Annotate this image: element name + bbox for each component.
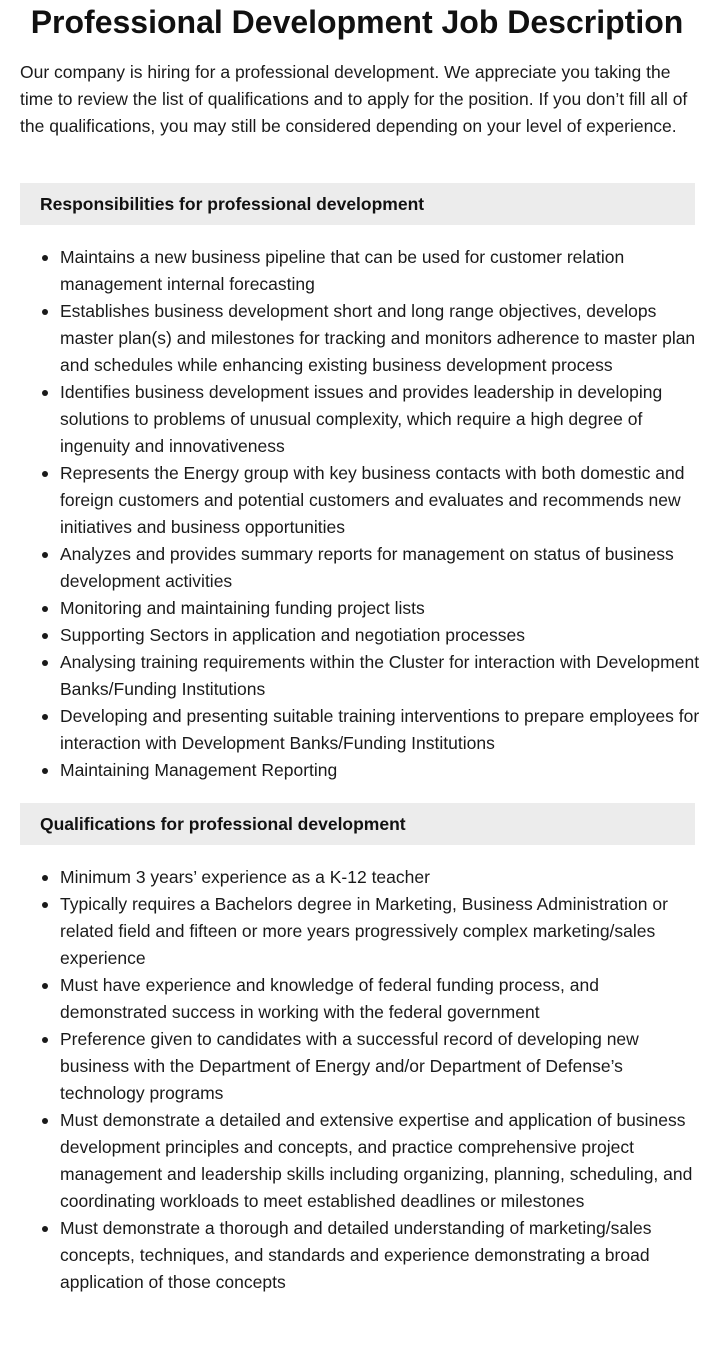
list-item: Must demonstrate a detailed and extensive expertise and application of business development principles and concepts, and practice comprehensive project management and leadership skills including organizing, planning, scheduling, and coordinating workloads to meet established deadlines or milestones [60, 1107, 700, 1215]
responsibilities-heading: Responsibilities for professional development [20, 183, 695, 225]
list-item: Supporting Sectors in application and negotiation processes [60, 622, 700, 649]
responsibilities-list [20, 244, 700, 784]
list-item: Minimum 3 years’ experience as a K-12 teacher [60, 864, 700, 891]
list-item: Represents the Energy group with key business contacts with both domestic and foreign customers and potential customers and evaluates and recommends new initiatives and business opportunities [60, 460, 700, 541]
list-item: Analysing training requirements within the Cluster for interaction with Development Banks/Funding Institutions [60, 649, 700, 703]
qualifications-heading: Qualifications for professional development [20, 803, 695, 845]
intro-paragraph: Our company is hiring for a professional development. We appreciate you taking the time to review the list of qualifications and to apply for the position. If you don’t fill all of the qualifications, you may still be considered depending on your level of experience. [20, 62, 688, 136]
qualifications-list [20, 864, 700, 1296]
list-item: Maintains a new business pipeline that can be used for customer relation management internal forecasting [60, 244, 700, 298]
list-item: Must have experience and knowledge of federal funding process, and demonstrated success in working with the federal government [60, 972, 700, 1026]
list-item: Must demonstrate a thorough and detailed understanding of marketing/sales concepts, techniques, and standards and experience demonstrating a broad application of those concepts [60, 1215, 700, 1296]
list-item: Establishes business development short and long range objectives, develops master plan(s) and milestones for tracking and monitors adherence to master plan and schedules while enhancing existing business development process [60, 298, 700, 379]
page-title: Professional Development Job Description [30, 4, 684, 40]
list-item: Maintaining Management Reporting [60, 757, 700, 784]
list-item: Developing and presenting suitable training interventions to prepare employees for interaction with Development Banks/Funding Institutions [60, 703, 700, 757]
list-item: Preference given to candidates with a successful record of developing new business with the Department of Energy and/or Department of Defense’s technology programs [60, 1026, 700, 1107]
list-item: Monitoring and maintaining funding project lists [60, 595, 700, 622]
list-item: Identifies business development issues and provides leadership in developing solutions to problems of unusual complexity, which require a high degree of ingenuity and innovativeness [60, 379, 700, 460]
list-item: Typically requires a Bachelors degree in Marketing, Business Administration or related field and fifteen or more years progressively complex marketing/sales experience [60, 891, 700, 972]
list-item: Analyzes and provides summary reports for management on status of business development activities [60, 541, 700, 595]
